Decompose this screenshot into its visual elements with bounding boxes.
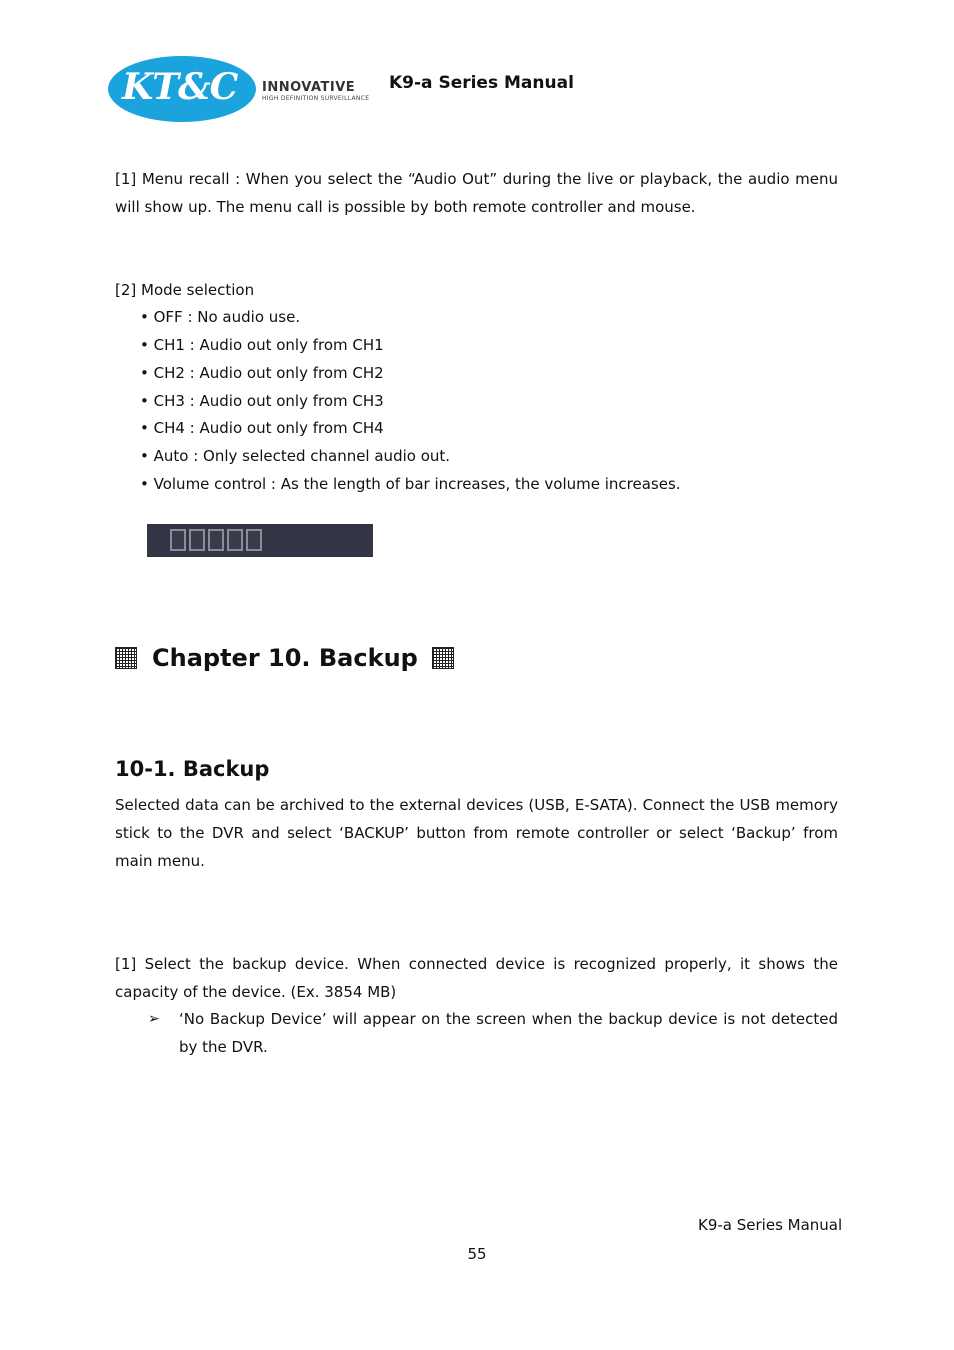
volume-segment [170, 529, 186, 551]
volume-bar-image [147, 524, 373, 557]
mode-item-volume: • Volume control : As the length of bar increases, the volume increases. [140, 475, 681, 493]
volume-segment [246, 529, 262, 551]
arrow-bullet-icon: ➢ [148, 1011, 160, 1027]
footer-title: K9-a Series Manual [698, 1216, 843, 1234]
volume-segment [208, 529, 224, 551]
backup-step1-paragraph: [1] Select the backup device. When connected device is recognized properly, it shows the capacity of the device. (Ex. 3854 MB) [115, 955, 838, 1001]
grid-pattern-icon [432, 647, 454, 669]
logo-tagline: HIGH DEFINITION SURVEILLANCE [262, 95, 370, 102]
mode-item-ch2: • CH2 : Audio out only from CH2 [140, 364, 384, 382]
header-title: K9-a Series Manual [389, 73, 574, 93]
page-number: 55 [467, 1245, 487, 1263]
chapter-heading [115, 644, 454, 672]
mode-item-ch3: • CH3 : Audio out only from CH3 [140, 392, 384, 410]
mode-item-auto: • Auto : Only selected channel audio out. [140, 447, 451, 465]
backup-note-paragraph: ‘No Backup Device’ will appear on the screen when the backup device is not detected by the DVR. [179, 1010, 838, 1056]
section-title: 10-1. Backup [115, 757, 270, 781]
grid-pattern-icon [115, 647, 137, 669]
mode-item-off: • OFF : No audio use. [140, 308, 301, 326]
menu-recall-paragraph: [1] Menu recall : When you select the “Audio Out” during the live or playback, the audio menu will show up. The menu call is possible by both remote controller and mouse. [115, 170, 838, 216]
mode-item-ch4: • CH4 : Audio out only from CH4 [140, 419, 384, 437]
logo-word: INNOVATIVE [262, 80, 356, 95]
backup-intro-paragraph: Selected data can be archived to the external devices (USB, E-SATA). Connect the USB memory stick to the DVR and select ‘BACKUP’ button from remote controller or select ‘Backup’ from main menu. [115, 796, 838, 870]
volume-segment [227, 529, 243, 551]
mode-item-ch1: • CH1 : Audio out only from CH1 [140, 336, 384, 354]
logo-main-text: KT&C [122, 66, 238, 108]
chapter-title: Chapter 10. Backup [152, 644, 418, 672]
mode-selection-heading: [2] Mode selection [115, 281, 255, 299]
volume-segment [189, 529, 205, 551]
